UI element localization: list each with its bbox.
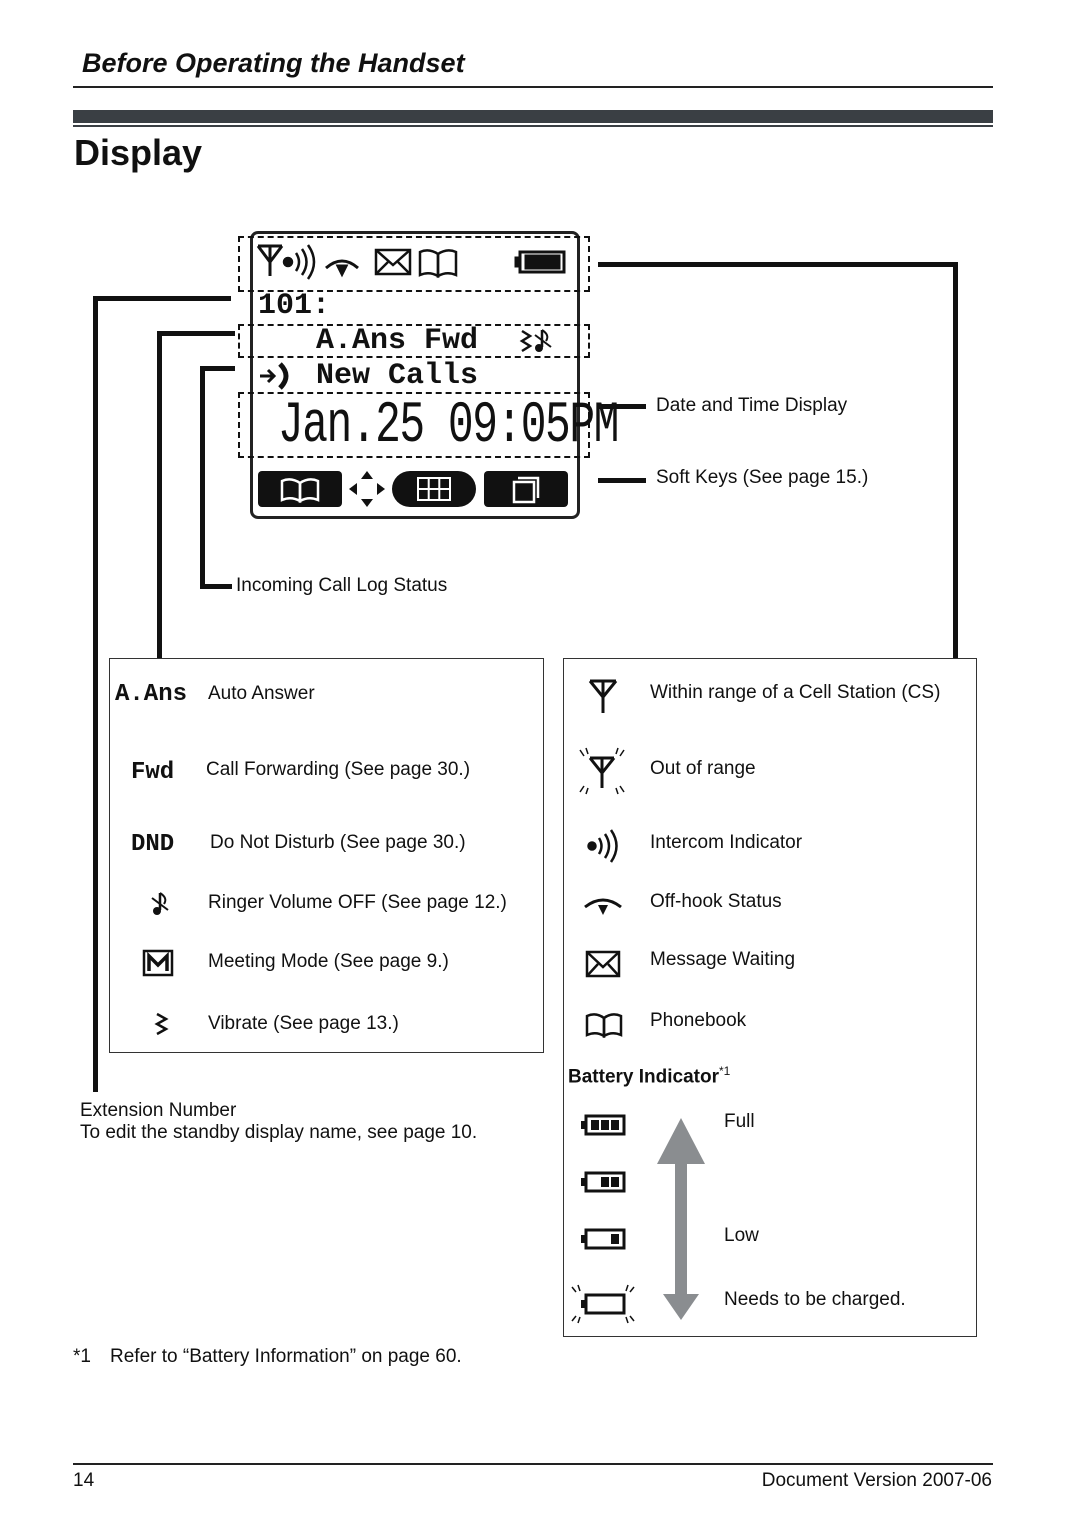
antenna-icon xyxy=(586,677,620,717)
offhook-icon xyxy=(326,261,358,274)
meeting-mode-label: Meeting Mode (See page 9.) xyxy=(208,951,449,972)
autoans-connector xyxy=(157,331,162,659)
intercom-label: Intercom Indicator xyxy=(650,832,803,853)
battery-mid-icon xyxy=(580,1170,626,1194)
page-title: Display xyxy=(74,132,203,173)
battery-level-arrow-icon xyxy=(655,1116,707,1322)
softkey-connector xyxy=(598,478,646,483)
vibrate-icon xyxy=(152,1011,172,1039)
datetime-label: Date and Time Display xyxy=(656,395,848,416)
section-title: Before Operating the Handset xyxy=(82,48,465,78)
battery-title-text: Battery Indicator xyxy=(568,1066,719,1088)
status-connector xyxy=(598,262,958,267)
footnote-mark: *1 xyxy=(73,1346,91,1367)
intercom-icon xyxy=(586,828,622,864)
battery-title xyxy=(568,1064,730,1088)
out-of-range-label: Out of range xyxy=(650,758,756,779)
dnd-symbol: DND xyxy=(131,831,175,858)
softkey-phonebook[interactable] xyxy=(258,471,342,507)
battery-footnote-mark: *1 xyxy=(718,1064,731,1078)
phonebook-label: Phonebook xyxy=(650,1010,747,1031)
softkey-right[interactable] xyxy=(484,471,568,507)
call-log-label: Incoming Call Log Status xyxy=(236,575,448,596)
extension-note: To edit the standby display name, see page 10. xyxy=(80,1122,478,1143)
calllog-connector xyxy=(200,366,205,588)
lcd-datetime: Jan.25 09:05PM xyxy=(278,394,618,459)
lcd-extension: 101: xyxy=(258,289,331,323)
ringer-off-icon xyxy=(148,890,172,918)
phonebook-icon xyxy=(420,250,456,276)
page-number: 14 xyxy=(73,1470,95,1491)
header-rule xyxy=(73,86,993,88)
lcd-status-icons xyxy=(252,240,572,284)
nav-arrows-icon[interactable] xyxy=(348,470,386,508)
footnote-text: Refer to “Battery Information” on page 60. xyxy=(110,1346,462,1367)
menu-grid-icon xyxy=(418,478,450,500)
document-version: Document Version 2007-06 xyxy=(761,1470,992,1491)
antenna-icon xyxy=(258,246,282,276)
lcd-call-log-text: New Calls xyxy=(316,359,479,393)
feature-legend xyxy=(109,658,544,1053)
phonebook-icon xyxy=(282,479,318,501)
intercom-icon xyxy=(284,245,314,279)
forwarding-label: Call Forwarding (See page 30.) xyxy=(206,759,471,780)
auto-answer-symbol: A.Ans xyxy=(115,681,188,708)
battery-full-label: Full xyxy=(724,1111,755,1132)
title-underline xyxy=(73,125,993,127)
battery-low-label: Low xyxy=(724,1225,759,1246)
battery-charge-label: Needs to be charged. xyxy=(724,1289,906,1310)
battery-low-icon xyxy=(580,1227,626,1251)
envelope-icon xyxy=(585,950,621,978)
offhook-icon xyxy=(582,893,624,919)
title-bar xyxy=(73,110,993,123)
antenna-out-icon xyxy=(574,746,630,796)
message-waiting-label: Message Waiting xyxy=(650,949,796,970)
vibrate-label: Vibrate (See page 13.) xyxy=(208,1013,399,1034)
call-log-icon xyxy=(258,360,294,392)
meeting-mode-icon xyxy=(142,949,174,977)
extension-label: Extension Number xyxy=(80,1100,237,1121)
auto-answer-label: Auto Answer xyxy=(208,683,315,704)
window-icon xyxy=(514,478,538,502)
ext-connector xyxy=(93,296,98,1092)
dnd-label: Do Not Disturb (See page 30.) xyxy=(210,832,466,853)
ringer-vibrate-icon xyxy=(518,327,556,355)
lcd-feature-text: A.Ans Fwd xyxy=(316,324,479,358)
battery-icon xyxy=(516,252,564,272)
softkey-menu[interactable] xyxy=(392,471,476,507)
forwarding-symbol: Fwd xyxy=(131,759,175,786)
phonebook-icon xyxy=(585,1010,623,1038)
softkeys-label: Soft Keys (See page 15.) xyxy=(656,467,869,488)
in-range-label: Within range of a Cell Station (CS) xyxy=(650,682,941,703)
battery-empty-icon xyxy=(568,1284,638,1324)
offhook-label: Off-hook Status xyxy=(650,891,782,912)
battery-full-icon xyxy=(580,1113,626,1137)
footer-rule xyxy=(73,1463,993,1465)
ringer-off-label: Ringer Volume OFF (See page 12.) xyxy=(208,892,507,913)
envelope-icon xyxy=(376,250,410,274)
